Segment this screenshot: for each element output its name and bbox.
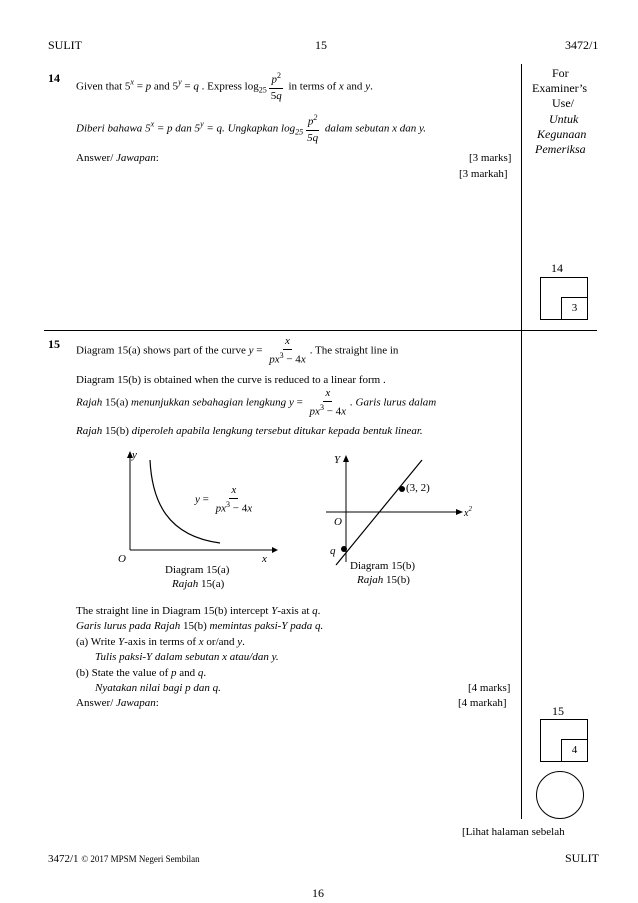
q15-body2: Garis lurus pada Rajah 15(b) memintas paksi-Y pada q.	[76, 620, 324, 632]
diagram-15b-y-label: Y	[334, 454, 341, 466]
q15-part-a-ms: Tulis paksi-Y dalam sebutan x atau/dan y.	[95, 651, 279, 663]
examiner-label: Examiner’s	[532, 81, 588, 95]
header-sulit: SULIT	[48, 38, 82, 52]
footer-left: 3472/1 © 2017 MPSM Negeri Sembilan	[48, 853, 200, 865]
diagram-15b	[318, 448, 478, 568]
examiner-for: For	[552, 66, 569, 80]
diagram-15b-point-label: (3, 2)	[406, 482, 430, 494]
q15-score-label: 15	[552, 704, 564, 718]
diagram-15a-caption: Diagram 15(a)	[165, 564, 230, 576]
diagram-15b-q-label: q	[330, 545, 336, 557]
footer-sulit: SULIT	[565, 851, 599, 865]
examiner-pemeriksa: Pemeriksa	[535, 142, 586, 156]
margin-rule	[521, 64, 522, 819]
q14-stem-en: Given that $5^x = p$ and $5^y = q$ . Express $\log_{25}$ $\frac{p^2}{5q}$ in terms of x and y.	[76, 71, 373, 102]
q14-markah: [3 markah]	[459, 168, 508, 180]
q15-line3: Rajah 15(a) menunjukkan sebahagian lengkung y = $\frac{x}{px^3 - 4x}$ . Garis lurus dalam	[76, 387, 437, 418]
diagram-15b-caption: Diagram 15(b)	[350, 560, 416, 572]
q14-number: 14	[48, 71, 60, 85]
diagram-15b-x-label: $x^2$	[464, 505, 472, 519]
q15-part-b: (b) State the value of p and q.	[76, 667, 207, 679]
q14-score-value: 3	[561, 297, 588, 320]
q15-marks: [4 marks]	[468, 682, 511, 694]
q15-answer-label: Answer/ Jawapan:	[76, 697, 159, 709]
header-page-number: 15	[315, 38, 327, 52]
total-score-circle	[536, 771, 584, 819]
examiner-kegunaan: Kegunaan	[537, 127, 587, 141]
question-divider	[44, 330, 597, 331]
diagram-15a-origin: O	[118, 553, 126, 565]
q15-part-a: (a) Write Y-axis in terms of x or/and y.	[76, 636, 245, 648]
q15-line4: Rajah 15(b) diperoleh apabila lengkung tersebut ditukar kepada bentuk linear.	[76, 425, 423, 437]
q15-line1: Diagram 15(a) shows part of the curve y = $\frac{x}{px^3 - 4x}$ . The straight line in	[76, 335, 399, 366]
q15-body1: The straight line in Diagram 15(b) intercept Y-axis at q.	[76, 605, 321, 617]
header-code: 3472/1	[565, 38, 599, 52]
diagram-15a-y-label: y	[132, 449, 137, 461]
q15-number: 15	[48, 337, 60, 351]
examiner-untuk: Untuk	[549, 112, 579, 126]
q15-markah: [4 markah]	[458, 697, 507, 709]
diagram-15b-intercept	[341, 546, 347, 552]
examiner-use: Use/	[552, 96, 574, 110]
q15-line2: Diagram 15(b) is obtained when the curve is reduced to a linear form .	[76, 374, 386, 386]
q14-marks: [3 marks]	[469, 152, 512, 164]
diagram-15a-equation: y = $\frac{x}{px^3 - 4x}$	[195, 484, 253, 515]
footer-turn-page: [Lihat halaman sebelah	[462, 826, 565, 838]
diagram-15a-caption-ms: Rajah 15(a)	[172, 578, 225, 590]
q14-stem-ms: Diberi bahawa $5^x = p$ dan $5^y = q$. Ungkapkan $\log_{25}$ $\frac{p^2}{5q}$ dalam sebutan x dan y.	[76, 113, 426, 144]
diagram-15a-x-label: x	[262, 553, 267, 565]
footer-page-number: 16	[312, 886, 324, 900]
diagram-15b-point	[399, 486, 405, 492]
q14-score-label: 14	[551, 261, 563, 275]
diagram-15b-caption-ms: Rajah 15(b)	[357, 574, 410, 586]
q15-score-value: 4	[561, 739, 588, 762]
diagram-15b-origin: O	[334, 516, 342, 528]
q15-part-b-ms: Nyatakan nilai bagi p dan q.	[95, 682, 221, 694]
q14-answer-label: Answer/ Jawapan:	[76, 152, 159, 164]
